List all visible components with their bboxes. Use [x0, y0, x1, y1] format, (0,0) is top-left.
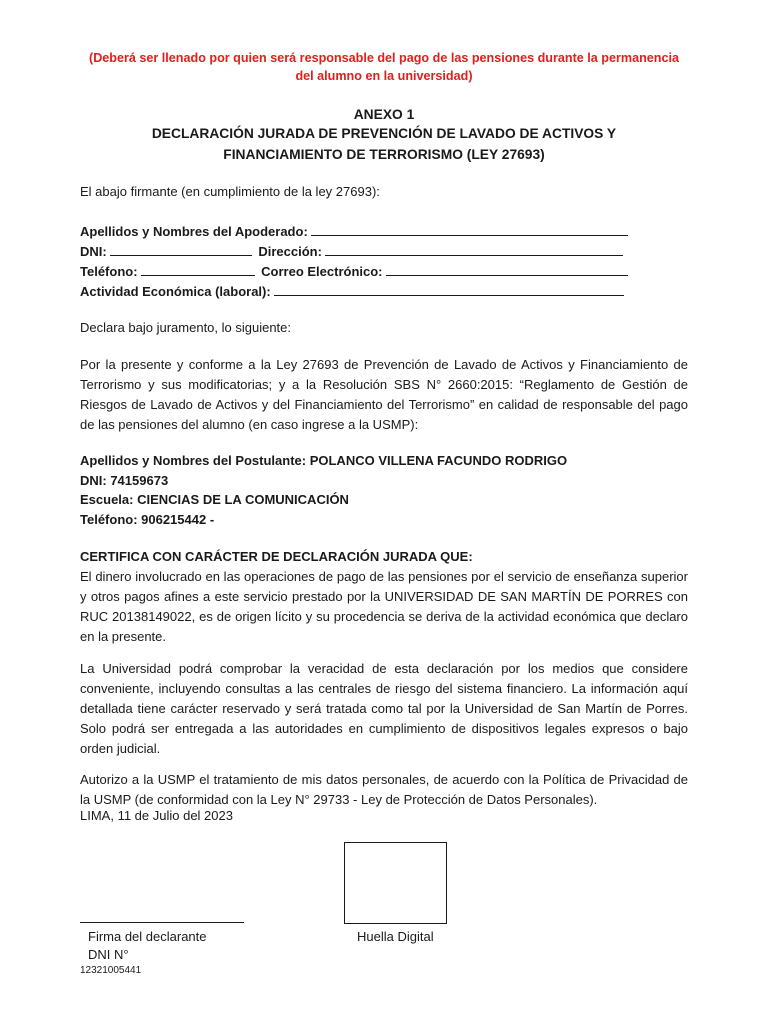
signer-label: Firma del declarante: [88, 929, 207, 944]
signer-dni-label: DNI N°: [88, 947, 129, 962]
apoderado-phone-blank: [141, 264, 255, 276]
footer-code: 12321005441: [80, 965, 142, 976]
postulante-name: Apellidos y Nombres del Postulante: POLANCO VILLENA FACUNDO RODRIGO: [80, 453, 568, 468]
apoderado-dni-label: DNI:: [80, 244, 107, 259]
title-line-2: FINANCIAMIENTO DE TERRORISMO (LEY 27693): [223, 147, 545, 162]
apoderado-phone-label: Teléfono:: [80, 264, 138, 279]
postulante-phone: Teléfono: 906215442 -: [80, 512, 215, 527]
fingerprint-box: [344, 842, 447, 924]
apoderado-name-label: Apellidos y Nombres del Apoderado:: [80, 224, 308, 239]
annex-label: ANEXO 1: [353, 107, 415, 122]
apoderado-phone-row: [80, 262, 631, 282]
certifica-heading: CERTIFICA CON CARÁCTER DE DECLARACIÓN JURADA QUE:: [80, 549, 473, 564]
apoderado-name-blank: [311, 224, 628, 236]
paragraph-ley: Por la presente y conforme a la Ley 27693 de Prevención de Lavado de Activos y Financiamiento de Terrorismo y sus modificatorias; y a la Resolución SBS N° 2660:2015: “Reglamento de Gestión de Riesgos de Lavado de Activos y del Financiamiento del Terrorismo” en calidad de responsable del pago de las pensiones del alumno (en caso ingrese a la USMP):: [80, 357, 688, 432]
apoderado-email-blank: [386, 264, 628, 276]
notice-line-1: (Deberá ser llenado por quien será responsable del pago de las pensiones durante la permanencia: [89, 51, 679, 65]
intro-text: El abajo firmante (en cumplimiento de la ley 27693):: [80, 184, 380, 199]
paragraph-datos-personales: Autorizo a la USMP el tratamiento de mis datos personales, de acuerdo con la Política de Privacidad de la USMP (de conformidad con la Ley N° 29733 - Ley de Protección de Datos Personales).: [80, 772, 688, 807]
title-line-1: DECLARACIÓN JURADA DE PREVENCIÓN DE LAVADO DE ACTIVOS Y: [151, 126, 617, 141]
apoderado-address-label: Dirección:: [258, 244, 322, 259]
paragraph-verificacion: La Universidad podrá comprobar la veracidad de esta declaración por los medios que considere conveniente, incluyendo consultas a las centrales de riesgo del sistema financiero. La información aquí detallada tiene carácter reservado y será tratada como tal por la Universidad de San Martín de Porres. Solo podrá ser entregada a las autoridades en cumplimiento de dispositivos legales expresos o bajo orden judicial.: [80, 661, 688, 756]
apoderado-dni-row: [80, 242, 626, 262]
apoderado-activity-blank: [274, 284, 624, 296]
apoderado-name-row: [80, 222, 631, 242]
apoderado-activity-label: Actividad Económica (laboral):: [80, 284, 271, 299]
declara-text: Declara bajo juramento, lo siguiente:: [80, 320, 292, 335]
apoderado-dni-blank: [110, 244, 252, 256]
apoderado-activity-row: [80, 282, 627, 302]
postulante-school: Escuela: CIENCIAS DE LA COMUNICACIÓN: [80, 492, 349, 507]
signature-line: [80, 922, 244, 923]
apoderado-address-blank: [325, 244, 623, 256]
postulante-dni: DNI: 74159673: [80, 473, 169, 488]
paragraph-origen: El dinero involucrado en las operaciones de pago de las pensiones por el servicio de enseñanza superior y otros pagos afines a este servicio prestado por la UNIVERSIDAD DE SAN MARTÍN DE PORRES con RUC 20138149022, es de origen lícito y su procedencia se deriva de la actividad económica que declaro en la presente.: [80, 569, 688, 644]
apoderado-email-label: Correo Electrónico:: [261, 264, 383, 279]
notice-line-2: del alumno en la universidad): [295, 69, 473, 83]
date-line: LIMA, 11 de Julio del 2023: [80, 808, 233, 823]
fingerprint-label: Huella Digital: [357, 929, 434, 944]
